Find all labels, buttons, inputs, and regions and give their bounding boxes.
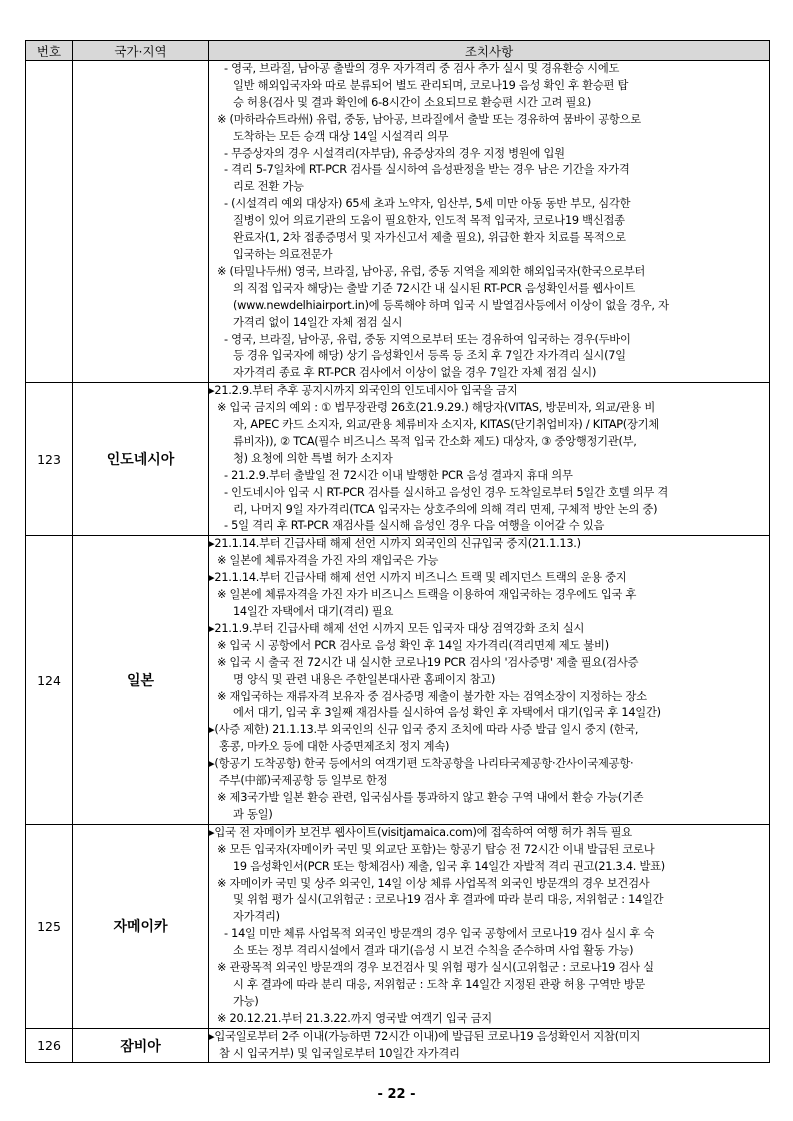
measure-line: - 영국, 브라질, 남아공 출발의 경우 자가격리 중 검사 추가 실시 및 경유환승 시에도: [224, 62, 620, 75]
country-name: 일본: [73, 536, 209, 824]
measures-cell: [209, 536, 770, 824]
measure-line: 19 음성확인서(PCR 또는 항체검사) 제출, 입국 후 14일간 자발적 격리 권고(21.3.4. 발표): [233, 859, 665, 873]
measure-line: ▸입국일로부터 2주 이내(가능하면 72시간 이내)에 발급된 코로나19 음성확인서 지참(미지: [209, 1029, 641, 1043]
header-country: 국가·지역: [73, 41, 209, 61]
measure-line: 시 후 결과에 따라 분리 대응, 저위험군 : 도착 후 14일간 지정된 관광 허용 구역만 방문: [233, 977, 646, 991]
measure-line: ※ 일본에 체류자격을 가진 자가 비즈니스 트랙을 이용하여 재입국하는 경우에도 입국 후: [217, 588, 637, 602]
row-number: [26, 61, 73, 383]
measure-line: 참 시 입국거부) 및 입국일로부터 10일간 자가격리: [219, 1046, 460, 1060]
measure-line: ※ 20.12.21.부터 21.3.22.까지 영국발 여객기 입국 금지: [217, 1011, 492, 1025]
row-number: 123: [26, 383, 73, 536]
measure-line: - 5일 격리 후 RT-PCR 재검사를 실시해 음성인 경우 다음 여행을 이어갈 수 있음: [224, 519, 605, 533]
measures-table: [25, 40, 770, 1063]
measure-line: 완료자(1, 2차 접종증명서 및 자가신고서 제출 필요), 위급한 환자 치료를 목적으로: [233, 231, 626, 245]
measure-line: ※ 관광목적 외국인 방문객의 경우 보건검사 및 위험 평가 실시(고위험군 : 코로나19 검사 실: [217, 961, 654, 975]
measure-line: (www.newdelhiairport.in)에 등록해야 하며 입국 시 발열검사등에서 이상이 없을 경우, 자: [233, 298, 669, 312]
measure-line: ※ 입국 시 출국 전 72시간 내 실시한 코로나19 PCR 검사의 '검사증명' 제출 필요(검사증: [217, 655, 639, 669]
measure-line: 자, APEC 카드 소지자, 외교/관용 체류비자 소지자, KITAS(단기취업비자) / KITAP(장기체: [233, 418, 659, 432]
table-row: [26, 1028, 770, 1063]
measure-line: 승 허용(검사 및 결과 확인에 6-8시간이 소요되므로 환승편 시간 고려 필요): [233, 95, 591, 109]
measure-line: 에서 대기, 입국 후 3일째 재검사를 실시하여 음성 확인 후 자택에서 대기(입국 후 14일간): [233, 706, 661, 720]
measure-line: ▸입국 전 자메이카 보건부 웹사이트(visitjamaica.com)에 접속하여 여행 허가 취득 필요: [209, 825, 632, 839]
measure-line: 가격리 없이 14일간 자체 점검 실시: [233, 315, 403, 329]
measure-line: 자가격리 종료 후 RT-PCR 검사에서 이상이 없을 경우 7일간 자체 점검 실시): [233, 366, 597, 380]
table-row: [26, 824, 770, 1028]
measure-line: 질병이 있어 의료기관의 도움이 필요한자, 인도적 목적 입국자, 코로나19 백신접종: [233, 214, 625, 228]
measure-line: - 영국, 브라질, 남아공, 유럽, 중동 지역으로부터 또는 경유하여 입국하는 경우(두바이: [224, 332, 631, 346]
measure-line: 가능): [233, 994, 259, 1008]
table-row: [26, 61, 770, 383]
measure-line: ▸21.1.14.부터 긴급사태 해제 선언 시까지 외국인의 신규입국 중지(21.1.13.): [209, 537, 581, 551]
measure-line: 및 위험 평가 실시(고위험군 : 코로나19 검사 후 결과에 따라 분리 대응, 저위험군 : 14일간: [233, 893, 664, 907]
row-number: 124: [26, 536, 73, 824]
measure-line: 청) 요청에 의한 특별 허가 소지자: [233, 451, 393, 465]
country-name: 잠비아: [73, 1028, 209, 1063]
table-header-row: [26, 41, 770, 61]
table-row: [26, 383, 770, 536]
header-number: 번호: [26, 41, 73, 61]
measure-line: 14일간 자택에서 대기(격리) 필요: [233, 605, 394, 618]
measure-line: ※ (마하라슈트라州) 유럽, 중동, 남아공, 브라질에서 출발 또는 경유하여 뭄바이 공항으로: [217, 112, 641, 126]
measure-line: ※ 재입국하는 재류자격 보유자 중 검사증명 제출이 불가한 자는 검역소장이 지정하는 장소: [217, 689, 647, 703]
measure-line: ※ 제3국가발 일본 환승 관련, 입국심사를 통과하지 않고 환승 구역 내에서 환승 가능(기존: [217, 790, 644, 804]
measure-line: - 격리 5-7일차에 RT-PCR 검사를 실시하여 음성판정을 받는 경우 남은 기간을 자가격: [224, 163, 630, 177]
measure-line: ▸21.2.9.부터 추후 공지시까지 외국인의 인도네시아 입국을 금지: [209, 384, 518, 398]
measure-line: 리로 전환 가능: [233, 180, 304, 194]
header-measures: 조치사항: [209, 41, 770, 61]
measure-line: - 21.2.9.부터 출발일 전 72시간 이내 발행한 PCR 음성 결과지 휴대 의무: [224, 468, 573, 482]
measure-line: 주부(中部)국제공항 등 일부로 한정: [219, 774, 388, 788]
measure-line: 입국하는 의료전문가: [233, 247, 333, 261]
measure-line: 명 양식 및 관련 내용은 주한일본대사관 홈페이지 참고): [233, 672, 496, 686]
measure-line: 소 또는 정부 격리시설에서 결과 대기(음성 시 보건 수칙을 준수하며 사업 활동 가능): [233, 944, 634, 958]
measure-line: ▸(항공기 도착공항) 한국 등에서의 여객기편 도착공항을 나리타국제공항·간사이국제공항·: [209, 757, 634, 771]
measure-line: ※ (타밀나두州) 영국, 브라질, 남아공, 유럽, 중동 지역을 제외한 해외입국자(한국으로부터: [217, 264, 646, 278]
measures-cell: [209, 61, 770, 383]
measure-line: 등 경유 입국자에 해당) 상기 음성확인서 등록 등 조치 후 7일간 자가격리 실시(7일: [233, 349, 626, 363]
measures-cell: [209, 1028, 770, 1063]
measure-line: ▸(사증 제한) 21.1.13.부 외국인의 신규 입국 중지 조치에 따라 사증 발급 일시 중지 (한국,: [209, 723, 639, 737]
measure-line: - (시설격리 예외 대상자) 65세 초과 노약자, 임산부, 5세 미만 아동 동반 부모, 심각한: [224, 197, 631, 211]
measure-line: - 무증상자의 경우 시설격리(자부담), 유증상자의 경우 지정 병원에 입원: [224, 146, 565, 160]
measure-line: - 14일 미만 체류 사업목적 외국인 방문객의 경우 입국 공항에서 코로나19 검사 실시 후 숙: [224, 927, 655, 941]
measure-line: - 인도네시아 입국 시 RT-PCR 검사를 실시하고 음성인 경우 도착일로부터 5일간 호텔 의무 격: [224, 485, 669, 499]
measure-line: ※ 모든 입국자(자메이카 국민 및 외교단 포함)는 항공기 탑승 전 72시간 이내 발급된 코로나: [217, 842, 655, 856]
measure-line: ▸21.1.14.부터 긴급사태 해제 선언 시까지 비즈니스 트랙 및 레지던스 트랙의 운용 중지: [209, 571, 627, 585]
measure-line: 도착하는 모든 승객 대상 14일 시설격리 의무: [233, 129, 449, 143]
measure-line: 홍콩, 마카오 등에 대한 사증면제조치 정지 계속): [219, 740, 450, 754]
measure-line: ※ 입국 시 공항에서 PCR 검사로 음성 확인 후 14일 자가격리(격리면제 제도 불비): [217, 638, 609, 652]
measure-line: ※ 일본에 체류자격을 가진 자의 재입국은 가능: [217, 554, 439, 568]
measure-line: ※ 입국 금지의 예외 : ① 법무장관령 26호(21.9.29.) 해당자(VITAS, 방문비자, 외교/관용 비: [217, 401, 655, 415]
measures-cell: [209, 383, 770, 536]
table-body: [26, 61, 770, 1063]
page-number: - 22 -: [377, 1087, 416, 1102]
measure-line: 자가격리): [233, 910, 280, 924]
measure-line: 과 동일): [233, 807, 273, 821]
country-name: 인도네시아: [73, 383, 209, 536]
measure-line: 일반 해외입국자와 따로 분류되어 별도 관리되며, 코로나19 음성 확인 후 환승편 탑: [233, 78, 629, 92]
measure-line: 의 직접 입국자 해당)는 출발 기준 72시간 내 실시된 RT-PCR 음성확인서를 웹사이트: [233, 281, 636, 295]
country-name: [73, 61, 209, 383]
country-name: 자메이카: [73, 824, 209, 1028]
measure-line: 리, 나머지 9일 자가격리(TCA 입국자는 상호주의에 의해 격리 면제, 구체적 방안 논의 중): [233, 502, 658, 516]
measure-line: ▸21.1.9.부터 긴급사태 해제 선언 시까지 모든 입국자 대상 검역강화 조치 실시: [209, 621, 585, 635]
measure-line: ※ 자메이카 국민 및 상주 외국인, 14일 이상 체류 사업목적 외국인 방문객의 경우 보건검사: [217, 876, 650, 890]
row-number: 126: [26, 1028, 73, 1063]
measures-cell: [209, 824, 770, 1028]
table-row: [26, 536, 770, 824]
row-number: 125: [26, 824, 73, 1028]
measure-line: 류비자)), ② TCA(필수 비즈니스 목적 입국 간소화 제도) 대상자, ③ 중앙행정기관(부,: [233, 434, 637, 448]
